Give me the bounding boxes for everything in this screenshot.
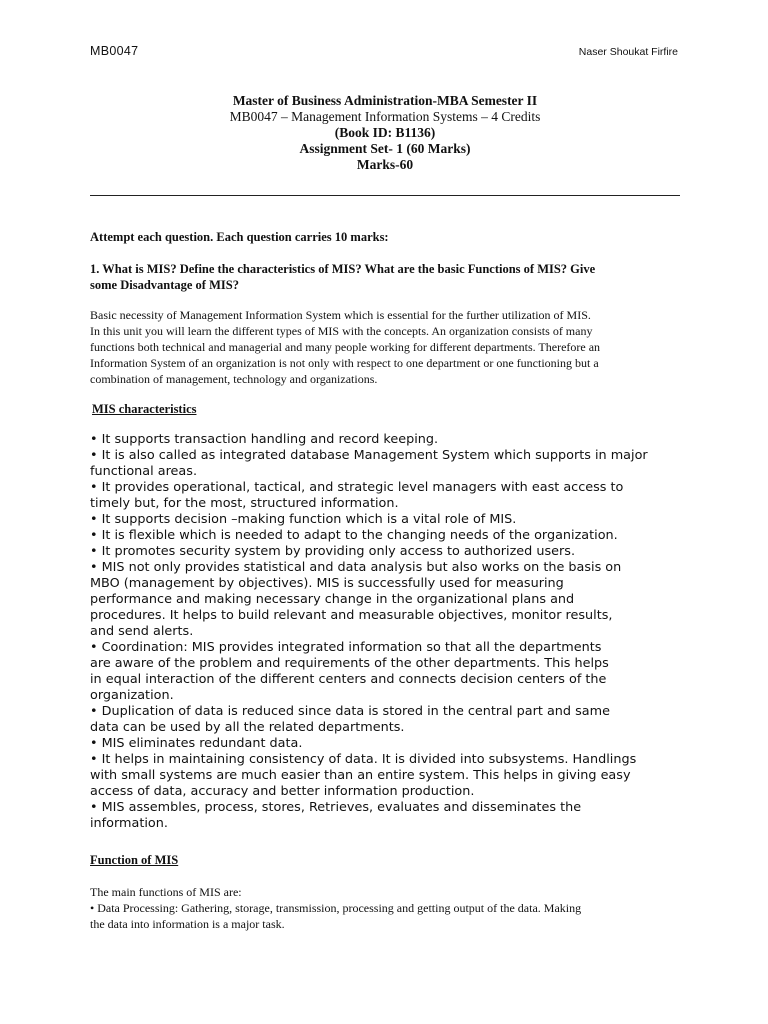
list-line: with small systems are much easier than an entire system. This helps in giving easy <box>90 768 631 783</box>
paragraph-line: • Data Processing: Gathering, storage, transmission, processing and getting output of the data. Making <box>90 901 582 915</box>
list-line: • It supports decision –making function which is a vital role of MIS. <box>90 512 517 527</box>
paragraph-line: functions both technical and managerial and many people working for different departments. Therefore an <box>90 340 601 354</box>
list-line: organization. <box>90 688 174 703</box>
list-line: are aware of the problem and requirements of the other departments. This helps <box>90 656 609 671</box>
list-line: • MIS not only provides statistical and data analysis but also works on the basis on <box>90 560 622 575</box>
list-line: timely but, for the most, structured information. <box>90 496 399 511</box>
paragraph-line: combination of management, technology and organizations. <box>90 372 378 386</box>
list-line: • Duplication of data is reduced since data is stored in the central part and same <box>90 704 610 719</box>
function-heading: Function of MIS <box>90 853 179 867</box>
marks: Marks-60 <box>356 157 414 172</box>
list-line: • It is also called as integrated database Management System which supports in major <box>90 448 648 463</box>
list-line: • It provides operational, tactical, and strategic level managers with east access to <box>90 480 624 495</box>
characteristics-heading: MIS characteristics <box>92 402 197 416</box>
list-line: and send alerts. <box>90 624 194 639</box>
list-line: performance and making necessary change in the organizational plans and <box>90 592 575 607</box>
paragraph-line: the data into information is a major task. <box>90 917 285 931</box>
title-block <box>90 93 680 173</box>
assignment-set: Assignment Set- 1 (60 Marks) <box>299 141 471 156</box>
book-id: (Book ID: B1136) <box>334 125 436 140</box>
list-line: procedures. It helps to build relevant and measurable objectives, monitor results, <box>90 608 613 623</box>
instructions: Attempt each question. Each question carries 10 marks: <box>90 230 389 244</box>
list-line: MBO (management by objectives). MIS is successfully used for measuring <box>90 576 564 591</box>
function-paragraph <box>90 884 690 932</box>
list-line: • MIS assembles, process, stores, Retrieves, evaluates and disseminates the <box>90 800 582 815</box>
list-line: data can be used by all the related departments. <box>90 720 405 735</box>
paragraph-line: In this unit you will learn the different types of MIS with the concepts. An organization consists of many <box>90 324 593 338</box>
paragraph-line: Information System of an organization is not only with respect to one department or one functioning but a <box>90 356 599 370</box>
list-line: • It helps in maintaining consistency of data. It is divided into subsystems. Handlings <box>90 752 637 767</box>
list-line: • MIS eliminates redundant data. <box>90 736 303 751</box>
list-line: • It promotes security system by providing only access to authorized users. <box>90 544 576 559</box>
paragraph-line: The main functions of MIS are: <box>90 885 242 899</box>
question-1-line: some Disadvantage of MIS? <box>90 278 239 292</box>
list-line: access of data, accuracy and better information production. <box>90 784 475 799</box>
question-1 <box>90 261 680 293</box>
course-title: MB0047 – Management Information Systems – 4 Credits <box>229 109 541 124</box>
list-line: • It supports transaction handling and record keeping. <box>90 432 439 447</box>
course-code-header: MB0047 <box>90 44 139 58</box>
list-line: information. <box>90 816 168 831</box>
list-line: • It is flexible which is needed to adapt to the changing needs of the organization. <box>90 528 618 543</box>
program-title: Master of Business Administration-MBA Semester II <box>232 93 538 108</box>
list-line: in equal interaction of the different centers and connects decision centers of the <box>90 672 607 687</box>
characteristics-list <box>90 432 690 832</box>
paragraph-line: Basic necessity of Management Information System which is essential for the further utilization of MIS. <box>90 308 591 322</box>
author-header: Naser Shoukat Firfire <box>578 46 678 58</box>
horizontal-divider <box>90 195 680 196</box>
list-line: functional areas. <box>90 464 198 479</box>
intro-paragraph <box>90 307 682 387</box>
question-1-line: 1. What is MIS? Define the characteristics of MIS? What are the basic Functions of MIS? Give <box>90 262 596 276</box>
list-line: • Coordination: MIS provides integrated information so that all the departments <box>90 640 602 655</box>
